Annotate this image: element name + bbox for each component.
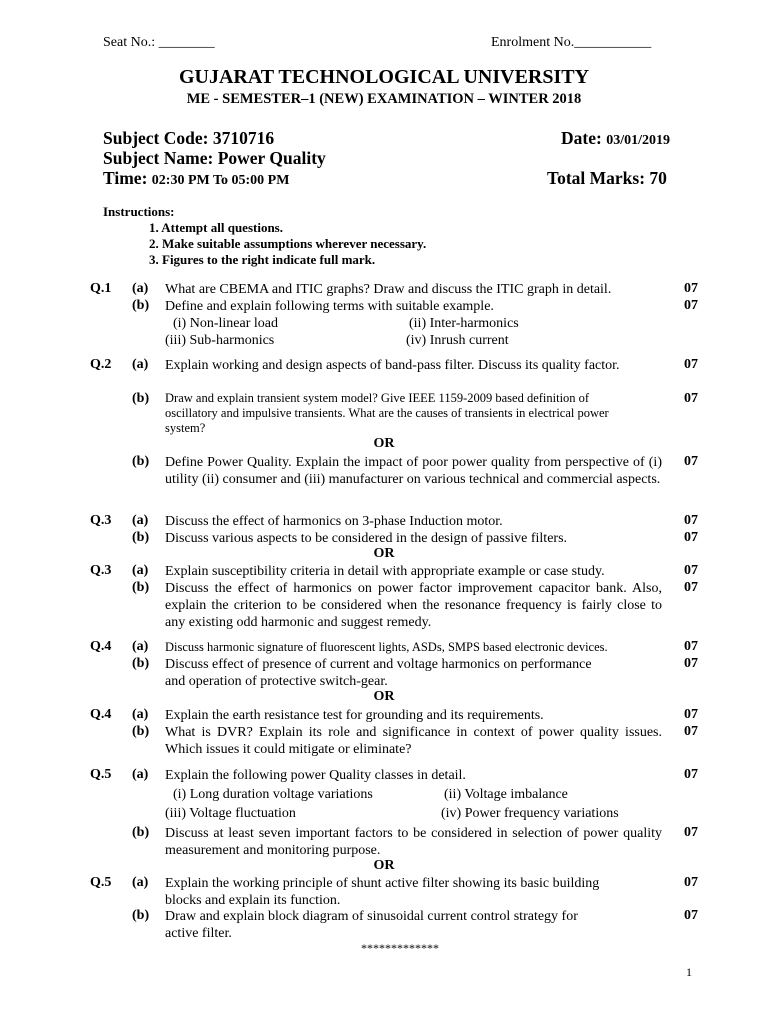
question-text-line: Draw and explain transient system model? Give IEEE 1159-2009 based definition of [165, 391, 590, 405]
subquestion-label: (a) [132, 513, 149, 528]
question-text-line: blocks and explain its function. [165, 893, 341, 908]
exam-time [103, 168, 289, 189]
question-text: Define and explain following terms with suitable example. [165, 299, 494, 314]
term-item: (iv) Power frequency variations [441, 806, 619, 821]
question-text-line: Explain the working principle of shunt active filter showing its basic building [165, 876, 600, 891]
question-marks: 07 [684, 530, 698, 545]
question-text: Define Power Quality. Explain the impact of poor power quality from perspective of (i) utility (ii) consumer and (iii) manufacturer on various technical and commercial aspects. [165, 455, 662, 487]
question-text: Explain the earth resistance test for grounding and its requirements. [165, 708, 544, 723]
question-marks: 07 [684, 724, 698, 739]
question-marks: 07 [684, 298, 698, 313]
subquestion-label: (a) [132, 875, 149, 890]
term-item: (i) Non-linear load [173, 316, 278, 331]
subquestion-label: (a) [132, 707, 149, 722]
instructions-title: Instructions: [103, 204, 175, 219]
total-marks: Total Marks: 70 [547, 168, 667, 188]
time-label: Time: [103, 168, 148, 188]
question-text: What is DVR? Explain its role and significance in context of power quality issues. Which issues it could mitigate or eliminate? [165, 725, 662, 757]
exam-date [561, 128, 670, 149]
or-separator: OR [373, 858, 395, 873]
subject-name: Subject Name: Power Quality [103, 148, 326, 168]
subquestion-label: (b) [132, 724, 150, 739]
question-text [165, 875, 599, 909]
subquestion-label: (b) [132, 454, 150, 469]
question-number: Q.2 [90, 357, 112, 372]
or-separator: OR [373, 436, 395, 451]
question-number: Q.3 [90, 563, 112, 578]
seat-no: Seat No.: ________ [103, 35, 215, 50]
term-item: (iii) Voltage fluctuation [165, 806, 296, 821]
question-marks: 07 [684, 908, 698, 923]
question-text: Explain the following power Quality classes in detail. [165, 768, 466, 783]
subquestion-label: (b) [132, 656, 150, 671]
question-marks: 07 [684, 707, 698, 722]
university-title: GUJARAT TECHNOLOGICAL UNIVERSITY [178, 66, 590, 88]
instruction-item: 3. Figures to the right indicate full mark. [149, 252, 376, 267]
question-text: Explain working and design aspects of band-pass filter. Discuss its quality factor. [165, 358, 620, 373]
subquestion-label: (a) [132, 639, 149, 654]
question-text-line: Discuss effect of presence of current and voltage harmonics on performance [165, 657, 592, 672]
question-text: What are CBEMA and ITIC graphs? Draw and discuss the ITIC graph in detail. [165, 282, 612, 297]
question-text: Discuss at least seven important factors to be considered in selection of power quality measurement and monitoring purpose. [165, 826, 662, 858]
question-number: Q.5 [90, 875, 112, 890]
enrolment-no: Enrolment No.___________ [491, 35, 652, 50]
question-marks: 07 [684, 875, 698, 890]
instruction-item: 1. Attempt all questions. [149, 220, 283, 235]
or-separator: OR [373, 689, 395, 704]
question-text-line: Draw and explain block diagram of sinusoidal current control strategy for [165, 909, 578, 924]
subquestion-label: (b) [132, 825, 150, 840]
instruction-item: 2. Make suitable assumptions wherever necessary. [149, 236, 427, 251]
question-text [165, 391, 609, 436]
subquestion-label: (b) [132, 908, 150, 923]
end-stars: ************* [361, 941, 439, 955]
term-item: (ii) Inter-harmonics [409, 316, 519, 331]
term-item: (i) Long duration voltage variations [173, 787, 373, 802]
question-text-line: system? [165, 421, 206, 435]
question-text-line: oscillatory and impulsive transients. What are the causes of transients in electrical power [165, 406, 609, 420]
question-text: Discuss various aspects to be considered in the design of passive filters. [165, 531, 568, 546]
question-number: Q.4 [90, 639, 112, 654]
subquestion-label: (b) [132, 530, 150, 545]
or-separator: OR [373, 546, 395, 561]
question-number: Q.4 [90, 707, 112, 722]
subquestion-label: (a) [132, 357, 149, 372]
question-marks: 07 [684, 580, 698, 595]
date-label: Date: [561, 128, 602, 148]
question-marks: 07 [684, 357, 698, 372]
question-number: Q.1 [90, 281, 112, 296]
subquestion-label: (b) [132, 298, 150, 313]
subquestion-label: (a) [132, 281, 149, 296]
question-text: Discuss the effect of harmonics on power factor improvement capacitor bank. Also, explain the criterion to be considered when the resonance frequency is fairly close to any existing odd harmonic and suggest remedy. [165, 581, 662, 630]
term-item: (ii) Voltage imbalance [444, 787, 568, 802]
question-text: Discuss harmonic signature of fluorescent lights, ASDs, SMPS based electronic devices. [165, 640, 608, 654]
date-value: 03/01/2019 [606, 133, 670, 148]
term-item: (iv) Inrush current [406, 333, 509, 348]
time-value: 02:30 PM To 05:00 PM [151, 173, 290, 188]
subquestion-label: (a) [132, 767, 149, 782]
question-marks: 07 [684, 391, 698, 406]
question-marks: 07 [684, 281, 698, 296]
question-marks: 07 [684, 656, 698, 671]
question-text-line: active filter. [165, 926, 232, 941]
question-number: Q.3 [90, 513, 112, 528]
question-marks: 07 [684, 639, 698, 654]
subquestion-label: (b) [132, 580, 150, 595]
question-marks: 07 [684, 513, 698, 528]
subquestion-label: (b) [132, 391, 150, 406]
question-number: Q.5 [90, 767, 112, 782]
page-number: 1 [686, 965, 692, 979]
question-text: Discuss the effect of harmonics on 3-phase Induction motor. [165, 514, 503, 529]
question-marks: 07 [684, 767, 698, 782]
question-text: Explain susceptibility criteria in detail with appropriate example or case study. [165, 564, 605, 579]
subquestion-label: (a) [132, 563, 149, 578]
question-marks: 07 [684, 825, 698, 840]
question-text [165, 908, 578, 942]
term-item: (iii) Sub-harmonics [165, 333, 275, 348]
exam-title: ME - SEMESTER–1 (NEW) EXAMINATION – WINTER 2018 [186, 91, 582, 107]
question-marks: 07 [684, 454, 698, 469]
question-text-line: and operation of protective switch-gear. [165, 674, 388, 689]
subject-code: Subject Code: 3710716 [103, 128, 275, 148]
question-marks: 07 [684, 563, 698, 578]
question-text [165, 656, 592, 690]
